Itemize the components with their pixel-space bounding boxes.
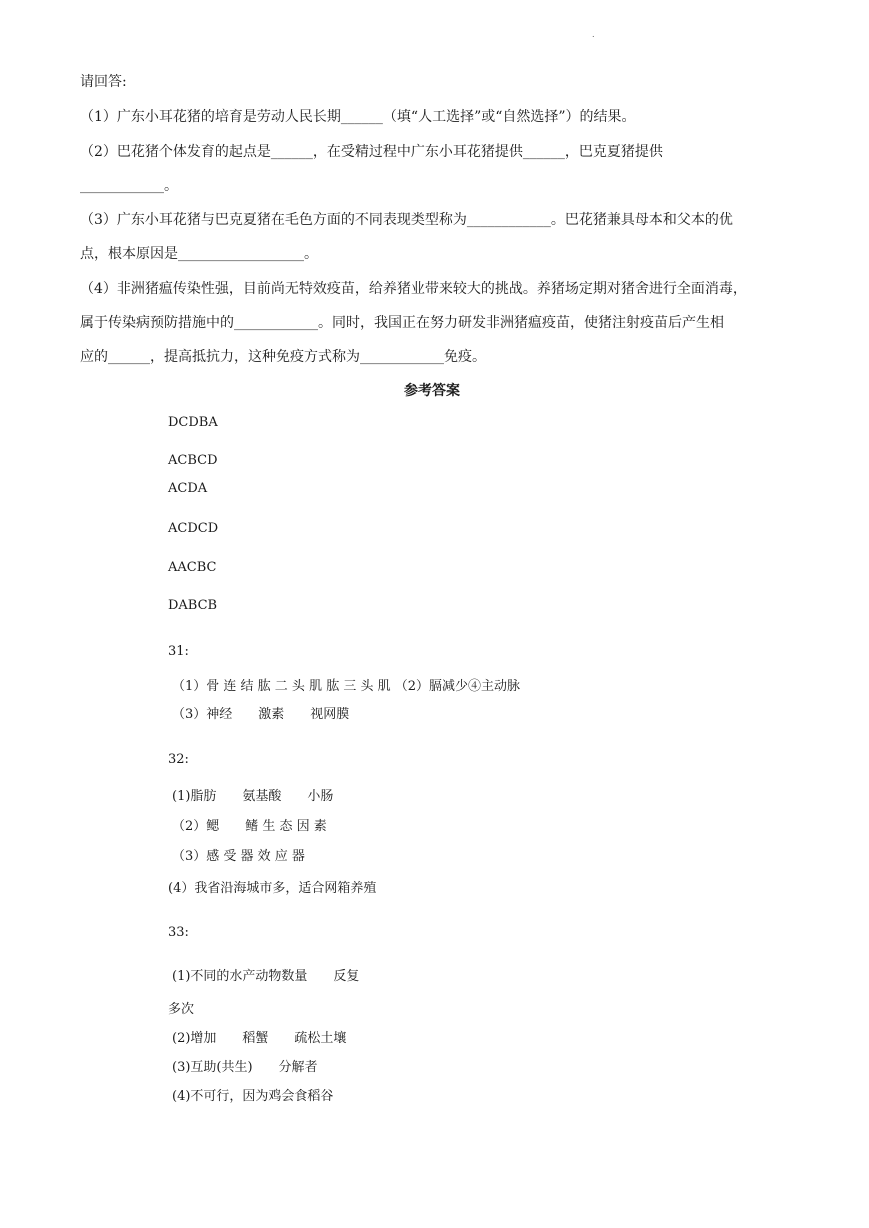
question-4-line-2: 属于传染病预防措施中的____________。同时，我国正在努力研发非洲猪瘟疫苗，使猪注射疫苗后产生相: [80, 315, 724, 331]
intro-text: 请回答:: [80, 74, 127, 90]
choice-group: AACBC: [168, 560, 217, 575]
choice-group: ACBCD: [168, 453, 218, 468]
q31-label: 31:: [168, 644, 189, 659]
answer-title: 参考答案: [404, 383, 460, 399]
q33-line: (4)不可行，因为鸡会食稻谷: [172, 1089, 334, 1104]
question-3-line-1: （3）广东小耳花猪与巴克夏猪在毛色方面的不同表现类型称为____________。巴花猪兼具母本和父本的优: [80, 212, 733, 228]
q33-line: (1)不同的水产动物数量 反复: [172, 969, 360, 984]
q33-label: 33:: [168, 925, 189, 940]
question-4-line-3: 应的______，提高抵抗力，这种免疫方式称为____________免疫。: [80, 349, 486, 365]
q32-label: 32:: [168, 752, 189, 767]
q32-line: (1)脂肪 氨基酸 小肠: [172, 789, 334, 804]
q33-line: 多次: [168, 1002, 195, 1017]
q32-line: (4）我省沿海城市多，适合网箱养殖: [168, 881, 377, 896]
question-4-line-1: （4）非洲猪瘟传染性强，目前尚无特效疫苗，给养猪业带来较大的挑战。养猪场定期对猪舍进行全面消毒，: [80, 281, 747, 297]
choice-group: DABCB: [168, 598, 218, 613]
q31-line: （3）神经 激素 视网膜: [172, 707, 350, 722]
q31-line: （1）骨 连 结 肱 二 头 肌 肱 三 头 肌 （2）膈减少④主动脉: [172, 679, 520, 694]
question-2-line-2: ____________。: [80, 178, 178, 194]
question-2-line-1: （2）巴花猪个体发育的起点是______，在受精过程中广东小耳花猪提供______，巴克夏猪提供: [80, 144, 663, 160]
question-3-line-2: 点，根本原因是__________________。: [80, 246, 318, 262]
q32-line: （2）鳃 鳍 生 态 因 素: [172, 819, 327, 834]
q32-line: （3）感 受 器 效 应 器: [172, 849, 305, 864]
q33-line: (3)互助(共生) 分解者: [172, 1060, 318, 1075]
q33-line: (2)增加 稻蟹 疏松土壤: [172, 1031, 347, 1046]
question-1: （1）广东小耳花猪的培育是劳动人民长期______（填“人工选择”或“自然选择”）的结果。: [80, 109, 636, 125]
choice-group: ACDCD: [168, 521, 219, 536]
choice-group: ACDA: [168, 481, 208, 496]
header-dot: .: [592, 30, 595, 39]
choice-group: DCDBA: [168, 415, 218, 430]
